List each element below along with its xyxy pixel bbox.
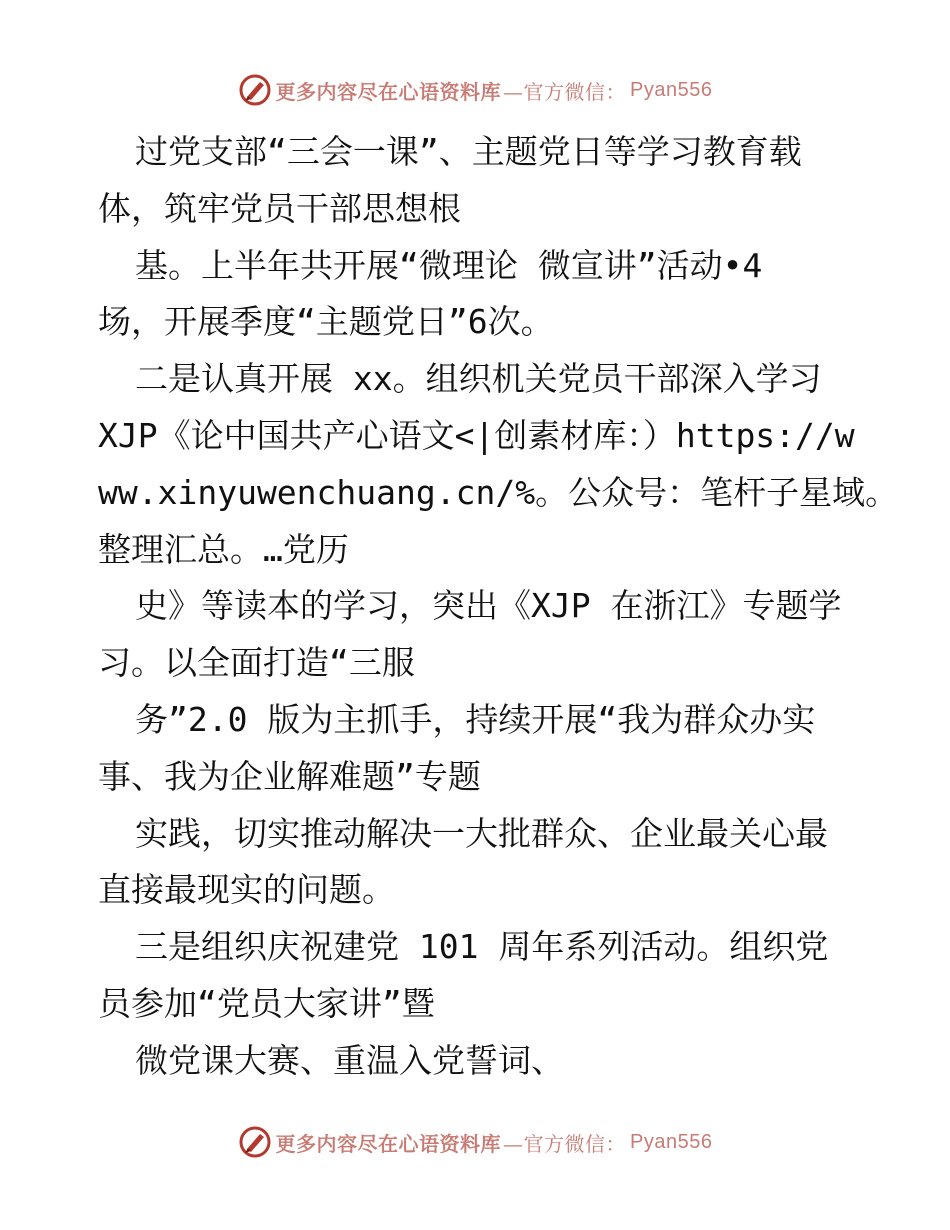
body-line: 场，开展季度“主题党日”6次。 xyxy=(98,302,554,342)
body-line: 二是认真开展 xx。组织机关党员干部深入学习 xyxy=(135,359,822,399)
body-line: 体，筑牢党员干部思想根 xyxy=(98,188,461,228)
body-line: 实践，切实推动解决一大批群众、企业最关心最 xyxy=(135,813,828,853)
body-line: 直接最现实的问题。 xyxy=(98,870,395,910)
body-line: 务”2.0 版为主抓手，持续开展“我为群众办实 xyxy=(135,699,816,739)
body-line: 习。以全面打造“三服 xyxy=(98,643,415,683)
watermark-wechat-id: Pyan556 xyxy=(630,1130,713,1153)
body-line: 员参加“党员大家讲”暨 xyxy=(98,983,435,1023)
body-line: 三是组织庆祝建党 101 周年系列活动。组织党 xyxy=(135,927,829,967)
watermark-brand: 更多内容尽在心语资料库 xyxy=(275,79,502,104)
body-line: ww.xinyuwenchuang.cn/%。公众号：笔杆子星域。 xyxy=(98,472,899,512)
watermark-official-label: —官方微信： xyxy=(503,1131,627,1156)
body-line: 史》等读本的学习，突出《XJP 在浙江》专题学 xyxy=(135,586,842,626)
watermark-wechat-id: Pyan556 xyxy=(630,78,713,101)
body-line: 过党支部“三会一课”、主题党日等学习教育载 xyxy=(135,132,802,171)
body-line: 基。上半年共开展“微理论 微宣讲”活动•4 xyxy=(135,245,763,285)
body-line: 整理汇总。…党历 xyxy=(98,529,349,569)
document-body xyxy=(98,124,899,1090)
header-watermark xyxy=(0,70,950,110)
body-line: XJP《论中国共产心语文<|创素材库：）https://w xyxy=(98,415,855,455)
body-line: 微党课大赛、重温入党誓词、 xyxy=(135,1040,564,1080)
pen-logo-icon xyxy=(238,73,272,107)
watermark-brand: 更多内容尽在心语资料库 xyxy=(275,1131,502,1156)
watermark-official-label: —官方微信： xyxy=(503,79,627,104)
pen-logo-icon xyxy=(238,1125,272,1159)
footer-watermark xyxy=(0,1122,950,1162)
body-line: 事、我为企业解难题”专题 xyxy=(98,756,481,796)
